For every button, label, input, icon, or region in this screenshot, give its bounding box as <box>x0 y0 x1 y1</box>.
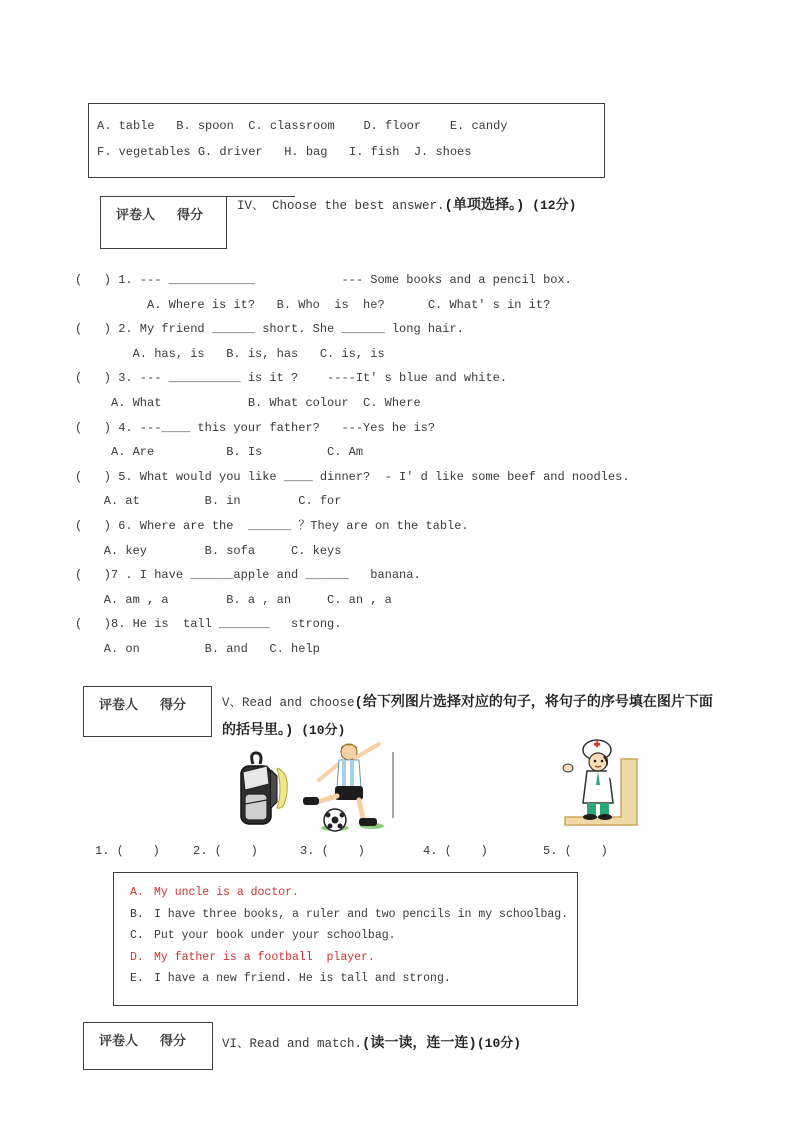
section5-title-cn: (给下列图片选择对应的句子，将句子的序号填在图片下面的括号里。) <box>222 695 713 739</box>
sentence-e: E. I have a new friend. He is tall and strong. <box>130 972 451 986</box>
section5-title <box>222 690 722 745</box>
schoolbag-icon <box>233 750 295 832</box>
grader-box-section5 <box>83 686 212 737</box>
section6-title-cn: (读一读，连一连) <box>362 1036 477 1052</box>
section4-title-en: IV、 Choose the best answer. <box>237 199 445 213</box>
section4-title-cn: (单项选择。) <box>444 198 525 214</box>
sentence-choice-box <box>113 872 578 1006</box>
question-6: ( ) 6. Where are the ______ ？They are on the table. <box>75 518 469 533</box>
grader-box-section6 <box>83 1022 213 1070</box>
question-3-options: A. What B. What colour C. Where <box>75 395 421 410</box>
question-2-options: A. has, is B. is, has C. is, is <box>75 346 385 361</box>
question-5-options: A. at B. in C. for <box>75 494 342 509</box>
examiner-label: 评卷人 <box>99 698 139 713</box>
question-2: ( ) 2. My friend ______ short. She ______ long hair. <box>75 322 464 337</box>
sentence-c: C. Put your book under your schoolbag. <box>130 929 396 943</box>
section4-score: (12分) <box>524 198 577 213</box>
answer-blank-5: 5. ( ) <box>543 844 608 858</box>
question-5: ( ) 5. What would you like ____ dinner? - I' d like some beef and noodles. <box>75 469 630 484</box>
question-1-options: A. Where is it? B. Who is he? C. What' s in it? <box>75 297 551 312</box>
sentence-d: D. My father is a football player. <box>130 950 375 964</box>
section6-score: (10分) <box>476 1036 522 1051</box>
answer-blank-1: 1. ( ) <box>95 844 160 858</box>
question-6-options: A. key B. sofa C. keys <box>75 543 342 558</box>
section6-title-en: VI、Read and match. <box>222 1037 363 1051</box>
section5-score: (10分) <box>293 723 346 738</box>
grader-box-section4 <box>100 196 227 249</box>
section5-title-en: V、Read and choose <box>222 696 355 710</box>
question-4-options: A. Are B. Is C. Am <box>75 445 364 460</box>
section6-title <box>222 1030 742 1058</box>
question-7: ( )7 . I have ______apple and ______ banana. <box>75 568 421 583</box>
examiner-label: 评卷人 <box>116 208 156 223</box>
question-8: ( )8. He is tall _______ strong. <box>75 617 342 632</box>
word-bank-line-1: A. table B. spoon C. classroom D. floor E. candy <box>97 119 508 133</box>
doctor-icon <box>557 737 645 829</box>
word-bank-box <box>88 103 605 178</box>
sentence-b: B. I have three books, a ruler and two pencils in my schoolbag. <box>130 907 569 921</box>
question-8-options: A. on B. and C. help <box>75 641 320 656</box>
question-list <box>75 268 775 662</box>
score-label: 得分 <box>160 1034 187 1049</box>
question-3: ( ) 3. --- __________ is it ? ----It' s blue and white. <box>75 371 508 386</box>
answer-blank-3: 3. ( ) <box>300 844 365 858</box>
football-player-icon <box>297 740 395 834</box>
answer-blank-4: 4. ( ) <box>423 844 488 858</box>
answer-blank-2: 2. ( ) <box>193 844 258 858</box>
word-bank-line-2: F. vegetables G. driver H. bag I. fish J. shoes <box>97 145 472 159</box>
question-1: ( ) 1. --- ____________ --- Some books and a pencil box. <box>75 273 572 287</box>
section4-title <box>237 192 777 220</box>
score-label: 得分 <box>177 208 204 223</box>
question-4: ( ) 4. ---____ this your father? ---Yes he is? <box>75 420 436 435</box>
sentence-a: A. My uncle is a doctor. <box>130 886 299 899</box>
examiner-label: 评卷人 <box>99 1034 139 1049</box>
score-label: 得分 <box>160 698 187 713</box>
question-7-options: A. am , a B. a , an C. an , a <box>75 592 392 607</box>
picture-divider-line <box>392 752 394 818</box>
